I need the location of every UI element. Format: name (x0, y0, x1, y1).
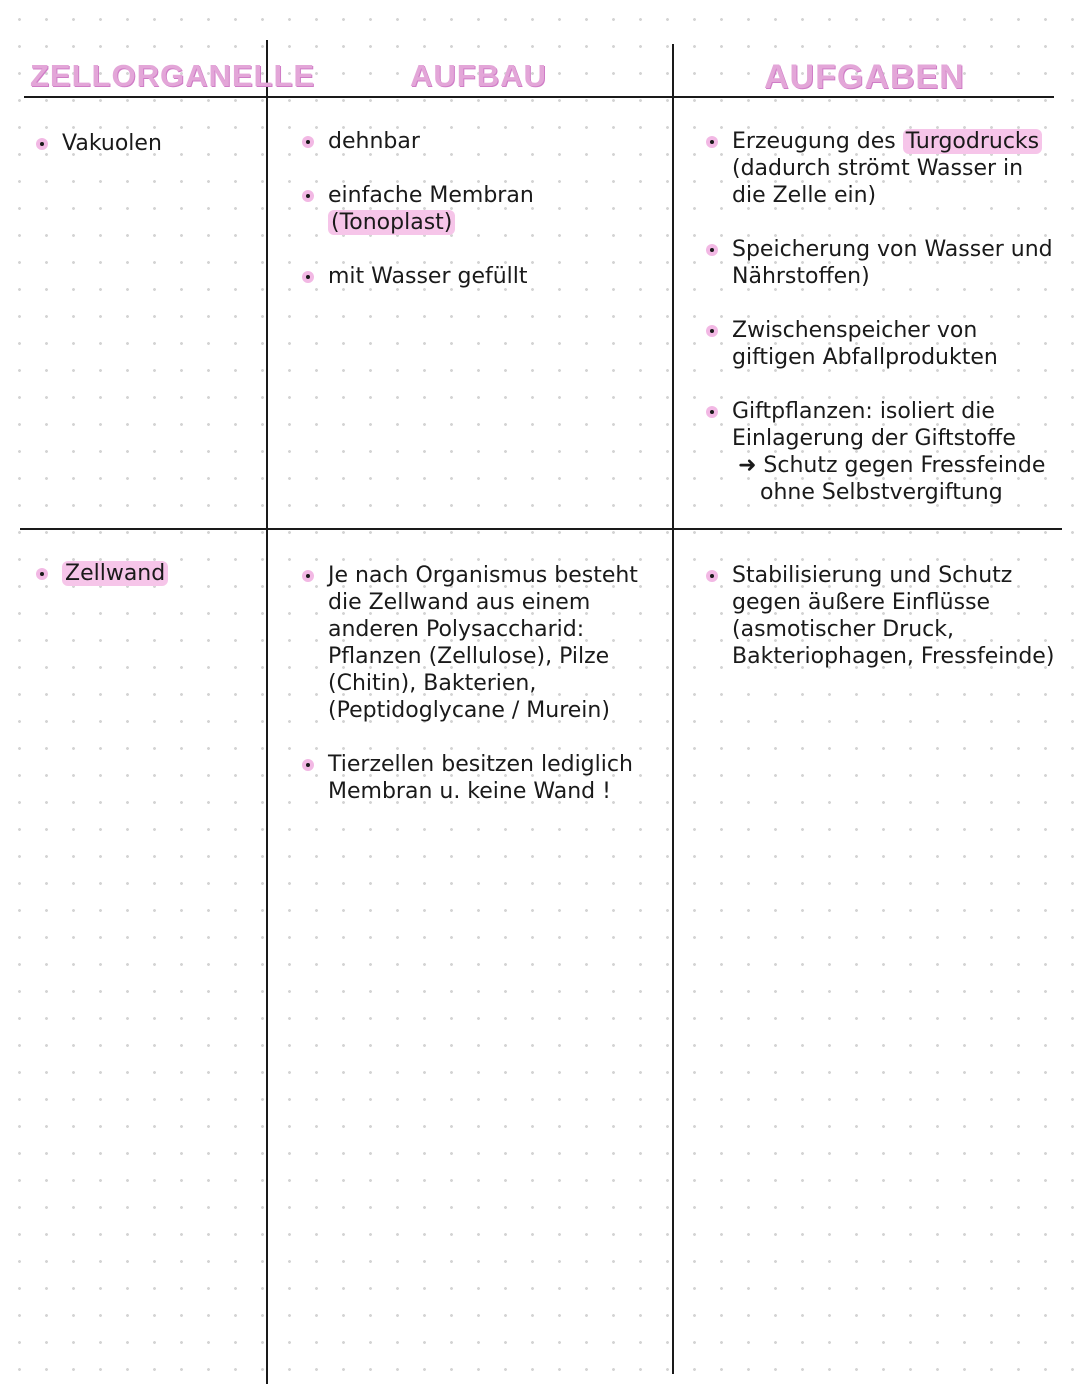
list-item (300, 751, 668, 805)
aufbau-text: dehnbar (328, 129, 420, 154)
aufgaben-cell-zellwand (704, 562, 1056, 697)
bullet-icon (302, 190, 314, 202)
bullet-icon (302, 759, 314, 771)
aufgaben-cell-vakuolen (704, 128, 1056, 533)
bullet-icon (706, 136, 718, 148)
organelle-name: Vakuolen (62, 131, 162, 156)
aufgaben-text: Erzeugung des (732, 129, 903, 154)
list-item (34, 560, 259, 587)
header-aufbau: AUFBAU (410, 58, 547, 93)
list-item (704, 128, 1056, 209)
bullet-icon (706, 570, 718, 582)
organelle-cell-zellwand (34, 560, 259, 614)
bullet-icon (36, 568, 48, 580)
list-item (300, 182, 668, 236)
highlight-turgodrucks: Turgodrucks (903, 129, 1042, 154)
arrow-note-continued: ohne Selbstvergiftung (760, 480, 1003, 505)
list-item (300, 263, 668, 290)
aufbau-cell-vakuolen (300, 128, 668, 317)
highlight-tonoplast: (Tonoplast) (328, 210, 455, 235)
list-item (34, 130, 259, 157)
aufbau-text: mit Wasser gefüllt (328, 264, 528, 289)
bullet-icon (706, 244, 718, 256)
bullet-icon (36, 138, 48, 150)
bullet-icon (302, 271, 314, 283)
aufgaben-text: Speicherung von Wasser und Nährstoffen) (732, 237, 1053, 289)
column-divider-1 (266, 40, 268, 1384)
bullet-icon (302, 570, 314, 582)
aufgaben-text: Giftpflanzen: isoliert die Einlagerung der Giftstoffe (732, 399, 1016, 451)
column-divider-2 (672, 44, 674, 1374)
list-item (704, 398, 1056, 506)
bullet-icon (302, 136, 314, 148)
list-item (704, 236, 1056, 290)
aufbau-cell-zellwand (300, 562, 668, 832)
aufbau-text: einfache Membran (328, 183, 534, 208)
aufgaben-text: (dadurch strömt Wasser in die Zelle ein) (732, 156, 1024, 208)
aufbau-text: Tierzellen besitzen lediglich Membran u. keine Wand ! (328, 752, 633, 804)
organelle-cell-vakuolen (34, 130, 259, 184)
list-item (704, 562, 1056, 670)
bullet-icon (706, 406, 718, 418)
list-item (300, 562, 668, 724)
arrow-note: ➜ Schutz gegen Fressfeinde (738, 453, 1046, 478)
aufgaben-text: Stabilisierung und Schutz gegen äußere Einflüsse (asmotischer Druck, Bakteriophagen, Fressfeinde) (732, 563, 1055, 669)
list-item (300, 128, 668, 155)
aufgaben-text: Zwischenspeicher von giftigen Abfallprodukten (732, 318, 998, 370)
header-aufgaben: AUFGABEN (764, 58, 965, 96)
list-item (704, 317, 1056, 371)
organelle-name: Zellwand (62, 561, 168, 586)
aufbau-text: Je nach Organismus besteht die Zellwand aus einem anderen Polysaccharid: Pflanzen (Zellulose), Pilze (Chitin), Bakterien, (Peptidoglycane / Murein) (328, 563, 638, 723)
bullet-icon (706, 325, 718, 337)
header-zellorganelle: ZELLORGANELLE (30, 58, 316, 93)
